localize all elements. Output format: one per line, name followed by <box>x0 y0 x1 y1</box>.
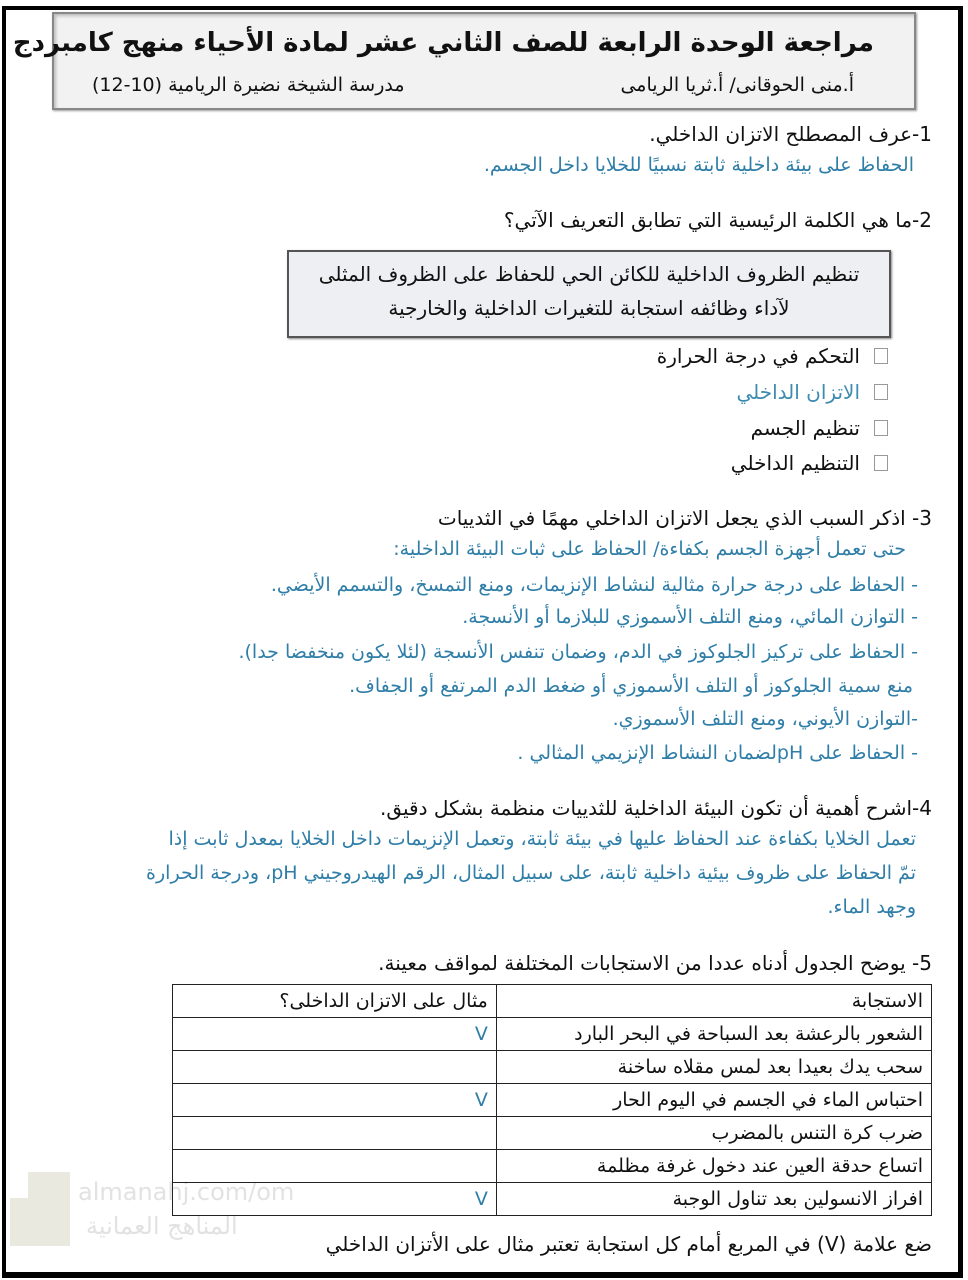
option-label: التنظيم الداخلي <box>730 451 860 475</box>
response-cell: اتساع حدقة العين عند دخول غرفة مظلمة <box>496 1150 931 1183</box>
question-2: 2-ما هي الكلمة الرئيسية التي تطابق التعريف الآتي؟ <box>503 208 932 232</box>
option-label: الاتزان الداخلي <box>736 380 860 404</box>
definition-line: لآداء وظائفه استجابة للتغيرات الداخلية والخارجية <box>388 296 790 320</box>
answer-1: الحفاظ على بيئة داخلية ثابتة نسبيًا للخلايا داخل الجسم. <box>483 154 914 176</box>
watermark-url: almanahj.com/om <box>78 1178 295 1206</box>
responses-table <box>172 984 932 1216</box>
question-5: 5- يوضح الجدول أدناه عددا من الاستجابات المختلفة لمواقف معينة. <box>378 951 932 975</box>
table-row <box>173 1183 932 1216</box>
response-cell: سحب يدك بعيدا بعد لمس مقلاه ساخنة <box>496 1051 931 1084</box>
checkbox[interactable] <box>874 348 888 364</box>
checkbox[interactable] <box>874 384 888 400</box>
watermark-name: المناهج العمانية <box>86 1212 238 1240</box>
question-3: 3- اذكر السبب الذي يجعل الاتزان الداخلي مهمًا في الثدييات <box>437 506 932 530</box>
question-4: 4-اشرح أهمية أن تكون البيئة الداخلية للثدييات منظمة بشكل دقيق. <box>379 796 932 820</box>
table-header-row <box>173 985 932 1018</box>
mark-cell[interactable] <box>173 1150 497 1183</box>
option-body-regulation[interactable] <box>751 416 888 440</box>
response-cell: ضرب كرة التنس بالمضرب <box>496 1117 931 1150</box>
option-homeostasis[interactable] <box>736 380 888 404</box>
document-title: مراجعة الوحدة الرابعة للصف الثاني عشر لمادة الأحياء منهج كامبردج <box>12 28 874 58</box>
watermark-logo-part <box>10 1198 70 1246</box>
option-label: تنظيم الجسم <box>750 416 860 440</box>
school-name: مدرسة الشيخة نضيرة الريامية (10-12) <box>92 74 405 96</box>
response-cell: احتباس الماء في الجسم في اليوم الحار <box>496 1084 931 1117</box>
mark-cell[interactable] <box>173 1051 497 1084</box>
response-cell: الشعور بالرعشة بعد السباحة في البحر البارد <box>496 1018 931 1051</box>
teacher-names: أ.منى الحوقانى/ أ.ثريا الريامى <box>620 74 854 96</box>
answer-3-line: - التوازن المائي، ومنع التلف الأسموزي للبلازما أو الأنسجة. <box>462 606 918 628</box>
definition-line: تنظيم الظروف الداخلية للكائن الحي للحفاظ على الظروف المثلى <box>318 262 860 286</box>
option-temperature-control[interactable] <box>657 344 888 368</box>
mark-cell[interactable] <box>173 1117 497 1150</box>
answer-4-line: تعمل الخلايا بكفاءة عند الحفاظ عليها في بيئة ثابتة، وتعمل الإنزيمات داخل الخلايا بمعدل ثابت إذا <box>168 828 916 850</box>
header-homeostasis-example: مثال على الاتزان الداخلى؟ <box>173 985 497 1018</box>
checkbox[interactable] <box>874 455 888 471</box>
table-instruction: ضع علامة (V) في المربع أمام كل استجابة تعتبر مثال على الأتزان الداخلي <box>325 1232 932 1256</box>
answer-4-line: وجهد الماء. <box>827 896 916 918</box>
header-response: الاستجابة <box>496 985 931 1018</box>
table-row <box>173 1051 932 1084</box>
answer-3-line: حتى تعمل أجهزة الجسم بكفاءة/ الحفاظ على ثبات البيئة الداخلية: <box>393 538 906 560</box>
table-row <box>173 1018 932 1051</box>
table-row <box>173 1084 932 1117</box>
table-row <box>173 1150 932 1183</box>
mark-cell[interactable]: V <box>173 1018 497 1051</box>
mark-cell[interactable]: V <box>173 1183 497 1216</box>
answer-3-line: منع سمية الجلوكوز أو التلف الأسموزي أو ضغط الدم المرتفع أو الجفاف. <box>349 675 913 697</box>
response-cell: افراز الانسولين بعد تناول الوجبة <box>496 1183 931 1216</box>
table-row <box>173 1117 932 1150</box>
answer-3-line: - الحفاظ على تركيز الجلوكوز في الدم، وضمان تنفس الأنسجة (لئلا يكون منخفضا جدا). <box>238 641 918 663</box>
answer-4-line: تمّ الحفاظ على ظروف بيئية داخلية ثابتة، على سبيل المثال، الرقم الهيدروجيني pH، ودرجة الحرارة <box>146 862 916 884</box>
option-internal-regulation[interactable] <box>731 451 888 475</box>
definition-box <box>287 250 891 338</box>
answer-3-line: - الحفاظ على درجة حرارة مثالية لنشاط الإنزيمات، ومنع التمسخ، والتسمم الأيضي. <box>270 574 918 596</box>
option-label: التحكم في درجة الحرارة <box>656 344 860 368</box>
header-box <box>12 12 916 110</box>
answer-3-line: -التوازن الأيوني، ومنع التلف الأسموزي. <box>612 708 918 730</box>
mark-cell[interactable]: V <box>173 1084 497 1117</box>
answer-3-line: - الحفاظ على pHلضمان النشاط الإنزيمي المثالي . <box>517 742 918 764</box>
checkbox[interactable] <box>874 420 888 436</box>
question-1: 1-عرف المصطلح الاتزان الداخلي. <box>649 122 932 146</box>
